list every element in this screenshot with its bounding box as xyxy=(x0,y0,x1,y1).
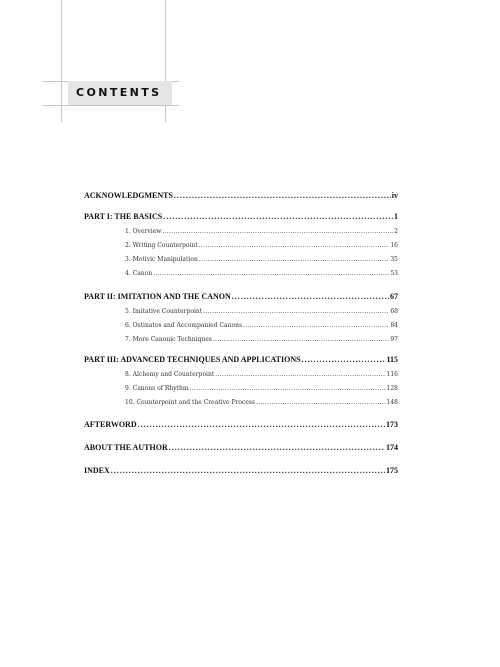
toc-entry[interactable] xyxy=(125,385,398,392)
toc-entry[interactable] xyxy=(125,242,398,249)
toc-entry[interactable] xyxy=(125,270,398,277)
dot-leader xyxy=(232,292,389,301)
dot-leader xyxy=(243,322,389,329)
dot-leader xyxy=(174,191,391,200)
dot-leader xyxy=(199,256,390,263)
toc-entry[interactable] xyxy=(125,228,398,235)
toc-entry[interactable] xyxy=(125,399,398,406)
toc-entry-label: 7. More Canonic Techniques xyxy=(125,336,212,343)
toc-entry-label: 4. Canon xyxy=(125,270,153,277)
toc-entry-page: 128 xyxy=(386,385,398,392)
dot-leader xyxy=(215,371,385,378)
toc-entry-page: 115 xyxy=(386,355,398,364)
toc-entry[interactable] xyxy=(125,308,398,315)
toc-entry-label: PART II: IMITATION AND THE CANON xyxy=(84,292,231,301)
page-title: CONTENTS xyxy=(76,86,162,99)
toc-entry[interactable] xyxy=(84,466,398,475)
dot-leader xyxy=(190,385,386,392)
dot-leader xyxy=(203,308,389,315)
dot-leader xyxy=(138,420,385,429)
toc-entry-page: 174 xyxy=(386,443,398,452)
dot-leader xyxy=(111,466,385,475)
toc-entry-label: 10. Counterpoint and the Creative Process xyxy=(125,399,256,406)
toc-entry-page: 97 xyxy=(390,336,398,343)
toc-entry-label: AFTERWORD xyxy=(84,420,137,429)
dot-leader xyxy=(169,443,385,452)
dot-leader xyxy=(256,399,386,406)
toc-entry[interactable] xyxy=(84,191,398,200)
toc-entry-page: 35 xyxy=(390,256,398,263)
toc-entry[interactable] xyxy=(84,355,398,364)
dot-leader xyxy=(163,212,393,221)
toc-entry-page: 2 xyxy=(394,228,398,235)
toc-entry-label: INDEX xyxy=(84,466,110,475)
toc-entry[interactable] xyxy=(125,336,398,343)
toc-entry-page: 84 xyxy=(390,322,398,329)
dot-leader xyxy=(153,270,389,277)
toc-entry[interactable] xyxy=(125,322,398,329)
toc-entry-page: iv xyxy=(391,191,398,200)
toc-entry-page: 173 xyxy=(386,420,398,429)
toc-entry[interactable] xyxy=(125,371,398,378)
toc-entry-page: 116 xyxy=(386,371,398,378)
toc-entry[interactable] xyxy=(84,420,398,429)
toc-entry-page: 53 xyxy=(390,270,398,277)
toc-entry-page: 175 xyxy=(386,466,398,475)
toc-entry-label: 3. Motivic Manipulation xyxy=(125,256,198,263)
toc-entry-label: 8. Alchemy and Counterpoint xyxy=(125,371,215,378)
dot-leader xyxy=(199,242,390,249)
dot-leader xyxy=(213,336,390,343)
toc-entry[interactable] xyxy=(84,212,398,221)
toc-entry-page: 1 xyxy=(394,212,398,221)
toc-entry-page: 68 xyxy=(390,308,398,315)
toc-entry-page: 148 xyxy=(386,399,398,406)
toc-entry-label: 1. Overview xyxy=(125,228,162,235)
toc-entry-label: 9. Canons of Rhythm xyxy=(125,385,189,392)
toc-entry-label: PART III: ADVANCED TECHNIQUES AND APPLICATIONS xyxy=(84,355,301,364)
toc-entry-label: ABOUT THE AUTHOR xyxy=(84,443,168,452)
toc-entry-label: 6. Ostinatos and Accompanied Canons xyxy=(125,322,243,329)
toc-entry[interactable] xyxy=(125,256,398,263)
toc-entry[interactable] xyxy=(84,443,398,452)
toc-entry-label: 2. Writing Counterpoint xyxy=(125,242,198,249)
toc-entry[interactable] xyxy=(84,292,398,301)
toc-entry-page: 67 xyxy=(390,292,398,301)
toc-entry-label: 5. Imitative Counterpoint xyxy=(125,308,203,315)
toc-entry-page: 16 xyxy=(390,242,398,249)
dot-leader xyxy=(162,228,393,235)
toc-entry-label: ACKNOWLEDGMENTS xyxy=(84,191,173,200)
dot-leader xyxy=(302,355,386,364)
toc-entry-label: PART I: THE BASICS xyxy=(84,212,163,221)
